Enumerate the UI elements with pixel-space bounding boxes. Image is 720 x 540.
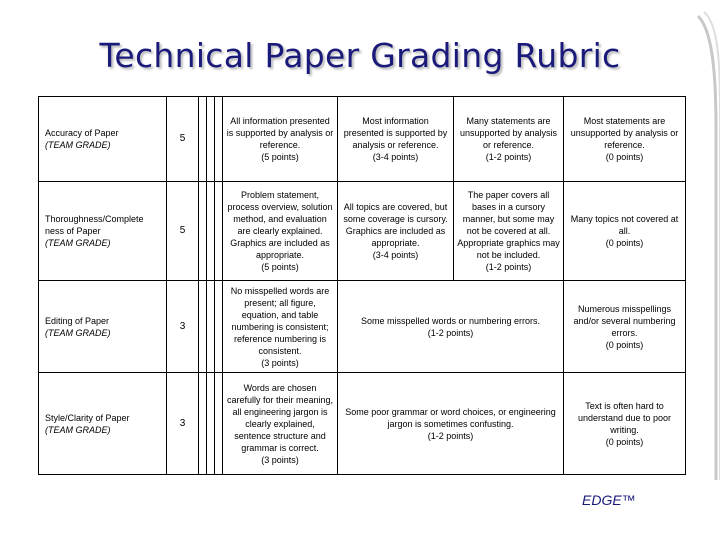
level-cell: [223, 373, 338, 475]
score-cell: 5: [167, 97, 199, 182]
criterion-name: Thoroughness/Complete ness of Paper: [45, 214, 144, 236]
blank-cell: [199, 281, 207, 373]
page-curl-decoration: [696, 10, 720, 480]
level-points: (3 points): [261, 357, 299, 368]
page-title: Technical Paper Grading Rubric: [99, 36, 621, 75]
blank-cell: [215, 373, 223, 475]
level-description: The paper covers all bases in a cursory manner, but some may not be covered at all. Appropriate graphics may not be included.: [457, 190, 560, 260]
level-description: Words are chosen carefully for their meaning, all engineering jargon is clearly explained, sentence structure and grammar is correct.: [226, 382, 334, 453]
level-description: Numerous misspellings and/or several numbering errors.: [573, 303, 676, 338]
criterion-team-grade: (TEAM GRADE): [45, 140, 111, 150]
blank-cell: [199, 182, 207, 281]
level-points: (1-2 points): [485, 152, 532, 162]
level-description: All information presented is supported by analysis or reference.: [226, 116, 334, 150]
blank-cell: [199, 373, 207, 475]
score-cell: 5: [167, 182, 199, 281]
level-cell: [338, 281, 564, 373]
level-points: (3 points): [261, 454, 299, 465]
level-description: All topics are covered, but some coverage is cursory. Graphics are included as appropriate.: [343, 202, 448, 248]
level-cell: [338, 373, 564, 475]
level-description: Many topics not covered at all.: [570, 214, 679, 236]
score-cell: 3: [167, 373, 199, 475]
level-description: No misspelled words are present; all figure, equation, and table numbering is consistent; reference numbering is consistent.: [230, 285, 330, 356]
criterion-team-grade: (TEAM GRADE): [45, 327, 111, 338]
blank-cell: [207, 97, 215, 182]
rubric-row-thoroughness: [39, 182, 686, 281]
criterion-name: Editing of Paper: [45, 315, 110, 326]
rubric-row-style: [39, 373, 686, 475]
rubric-table: [38, 96, 686, 475]
level-points: (5 points): [261, 262, 299, 272]
criterion-team-grade: (TEAM GRADE): [45, 238, 111, 248]
blank-cell: [215, 97, 223, 182]
level-cell: [338, 182, 454, 281]
level-points: (0 points): [605, 238, 644, 248]
level-cell: [564, 182, 686, 281]
criterion-name: Accuracy of Paper: [45, 128, 119, 138]
level-description: Problem statement, process overview, solution method, and evaluation are clearly explained. Graphics are included as appropriate.: [227, 190, 333, 260]
level-points: (3-4 points): [372, 152, 419, 162]
score-cell: 3: [167, 281, 199, 373]
level-description: Many statements are unsupported by analysis or reference.: [459, 116, 558, 150]
level-points: (1-2 points): [485, 262, 532, 272]
blank-cell: [215, 182, 223, 281]
criterion-name: Style/Clarity of Paper: [45, 412, 130, 423]
level-description: Most information presented is supported by analysis or reference.: [343, 116, 448, 150]
blank-cell: [207, 281, 215, 373]
blank-cell: [215, 281, 223, 373]
rubric-row-editing: [39, 281, 686, 373]
level-points: (0 points): [605, 339, 644, 350]
level-description: Some misspelled words or numbering errors.: [360, 315, 541, 326]
rubric-row-accuracy: [39, 97, 686, 182]
criterion-cell: [39, 97, 167, 182]
level-cell: [454, 182, 564, 281]
level-cell: [223, 182, 338, 281]
level-points: (0 points): [605, 436, 644, 447]
level-points: (1-2 points): [427, 327, 474, 338]
level-cell: [564, 281, 686, 373]
level-description: Text is often hard to understand due to poor writing.: [577, 400, 672, 435]
level-cell: [223, 97, 338, 182]
level-cell: [564, 373, 686, 475]
level-points: (0 points): [605, 152, 644, 162]
level-cell: [223, 281, 338, 373]
criterion-cell: [39, 281, 167, 373]
level-points: (5 points): [261, 152, 299, 162]
level-cell: [454, 97, 564, 182]
level-cell: [338, 97, 454, 182]
level-cell: [564, 97, 686, 182]
level-description: Most statements are unsupported by analysis or reference.: [570, 116, 679, 150]
edge-logo: EDGE™: [582, 492, 636, 508]
level-points: (1-2 points): [427, 430, 474, 441]
blank-cell: [199, 97, 207, 182]
criterion-cell: [39, 182, 167, 281]
blank-cell: [207, 182, 215, 281]
blank-cell: [207, 373, 215, 475]
level-description: Some poor grammar or word choices, or engineering jargon is sometimes confusting.: [345, 406, 556, 429]
criterion-team-grade: (TEAM GRADE): [45, 424, 111, 435]
criterion-cell: [39, 373, 167, 475]
level-points: (3-4 points): [372, 250, 419, 260]
